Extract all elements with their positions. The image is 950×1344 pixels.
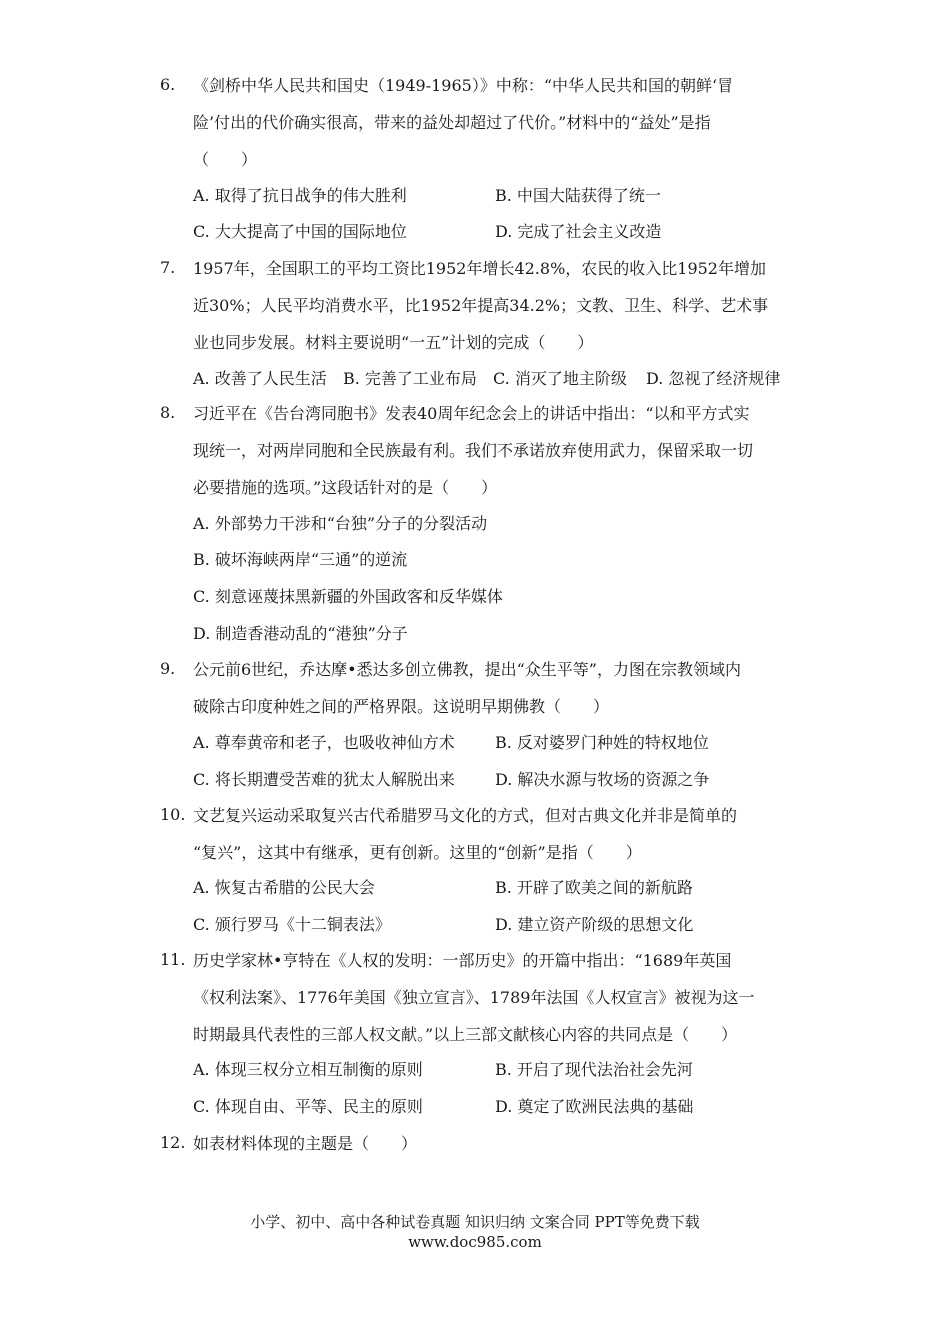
option-c: C. 颁行罗马《十二铜表法》 <box>193 915 391 934</box>
option-b: B. 中国大陆获得了统一 <box>495 186 661 205</box>
option-a: A. 改善了人民生活 <box>193 369 327 388</box>
question-text-line: 近30%；人民平均消费水平，比1952年提高34.2%；文教、卫生、科学、艺术事 <box>193 296 769 315</box>
question-number: 10. <box>160 805 186 824</box>
question-text-line: 文艺复兴运动采取复兴古代希腊罗马文化的方式，但对古典文化并非是简单的 <box>193 806 738 825</box>
option-d: D. 制造香港动乱的“港独”分子 <box>193 624 408 643</box>
question-number: 6. <box>160 75 176 94</box>
question-text-line: 《权利法案》、1776年美国《独立宣言》、1789年法国《人权宣言》被视为这一 <box>193 988 755 1007</box>
question-number: 7. <box>160 258 176 277</box>
question-text-line: 时期最具代表性的三部人权文献。”以上三部文献核心内容的共同点是（ ） <box>193 1025 738 1044</box>
option-b: B. 开辟了欧美之间的新航路 <box>495 878 693 897</box>
question-text-line: 《剑桥中华人民共和国史（1949-1965）》中称：“中华人民共和国的朝鲜‘冒 <box>193 76 734 95</box>
option-c: C. 将长期遭受苦难的犹太人解脱出来 <box>193 770 455 789</box>
question-text-line: 险’付出的代价确实很高，带来的益处却超过了代价。”材料中的“益处”是指 <box>193 113 711 132</box>
option-b: B. 反对婆罗门种姓的特权地位 <box>495 733 709 752</box>
question-text-line: “复兴”，这其中有继承，更有创新。这里的“创新”是指（ ） <box>193 843 642 862</box>
option-c: C. 刻意诬蔑抹黑新疆的外国政客和反华媒体 <box>193 587 503 606</box>
question-number: 9. <box>160 659 176 678</box>
option-a: A. 尊奉黄帝和老子，也吸收神仙方术 <box>193 733 455 752</box>
footer-url[interactable]: www.doc985.com <box>408 1233 542 1251</box>
question-text-line: （ ） <box>193 150 258 169</box>
question-text-line: 公元前6世纪，乔达摩•悉达多创立佛教，提出“众生平等”，力图在宗教领域内 <box>193 660 741 679</box>
option-b: B. 破坏海峡两岸“三通”的逆流 <box>193 550 408 569</box>
option-d: D. 解决水源与牧场的资源之争 <box>495 770 710 789</box>
option-a: A. 体现三权分立相互制衡的原则 <box>193 1060 423 1079</box>
question-text-line: 破除古印度种姓之间的严格界限。这说明早期佛教（ ） <box>193 697 610 716</box>
question-number: 12. <box>160 1133 186 1152</box>
question-text-line: 1957年，全国职工的平均工资比1952年增长42.8%，农民的收入比1952年增加 <box>193 259 766 278</box>
option-c: C. 体现自由、平等、民主的原则 <box>193 1097 423 1116</box>
option-b: B. 开启了现代法治社会先河 <box>495 1060 693 1079</box>
question-text-line: 现统一，对两岸同胞和全民族最有利。我们不承诺放弃使用武力，保留采取一切 <box>193 441 754 460</box>
question-text-line: 必要措施的选项。”这段话针对的是（ ） <box>193 478 498 497</box>
question-number: 8. <box>160 403 176 422</box>
question-text-line: 习近平在《告台湾同胞书》发表40周年纪念会上的讲话中指出：“以和平方式实 <box>193 404 750 423</box>
option-d: D. 奠定了欧洲民法典的基础 <box>495 1097 694 1116</box>
option-d: D. 建立资产阶级的思想文化 <box>495 915 694 934</box>
option-c: C. 消灭了地主阶级 <box>493 369 627 388</box>
question-number: 11. <box>160 950 186 969</box>
option-d: D. 忽视了经济规律 <box>646 369 781 388</box>
question-text-line: 如表材料体现的主题是（ ） <box>193 1134 418 1153</box>
option-b: B. 完善了工业布局 <box>343 369 477 388</box>
question-text-line: 历史学家林•亨特在《人权的发明：一部历史》的开篇中指出：“1689年英国 <box>193 951 732 970</box>
option-c: C. 大大提高了中国的国际地位 <box>193 222 407 241</box>
option-a: A. 恢复古希腊的公民大会 <box>193 878 375 897</box>
question-text-line: 业也同步发展。材料主要说明“一五”计划的完成（ ） <box>193 333 594 352</box>
option-d: D. 完成了社会主义改造 <box>495 222 662 241</box>
option-a: A. 取得了抗日战争的伟大胜利 <box>193 186 407 205</box>
option-a: A. 外部势力干涉和“台独”分子的分裂活动 <box>193 514 488 533</box>
footer-promo: 小学、初中、高中各种试卷真题 知识归纳 文案合同 PPT等免费下载 <box>250 1213 700 1231</box>
